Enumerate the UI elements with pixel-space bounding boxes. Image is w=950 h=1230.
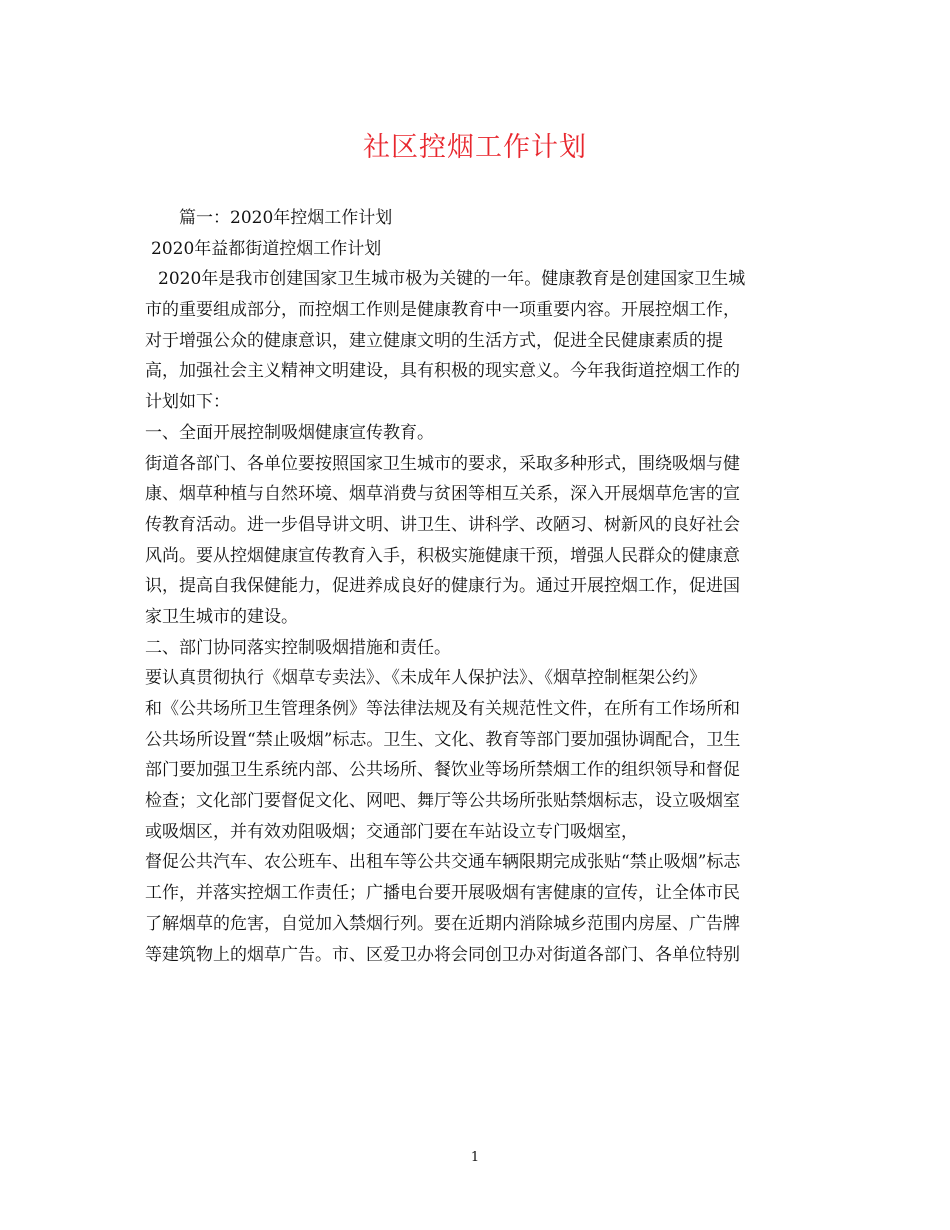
text-line: 要认真贯彻执行《烟草专卖法》、《未成年人保护法》、《烟草控制框架公约》 [145, 668, 706, 689]
text-line: 了解烟草的危害，自觉加入禁烟行列。要在近期内消除城乡范围内房屋、广告牌 [145, 913, 740, 934]
document-body [145, 203, 805, 970]
text-line-heading-1: 一、全面开展控制吸烟健康宣传教育。 [145, 422, 434, 443]
text-line: 或吸烟区，并有效劝阻吸烟；交通部门要在车站设立专门吸烟室， [145, 821, 638, 842]
text-line: 风尚。要从控烟健康宣传教育入手，积极实施健康干预，增强人民群众的健康意 [145, 545, 740, 566]
text-line: 2020年是我市创建国家卫生城市极为关键的一年。健康教育是创建国家卫生城 [158, 269, 746, 290]
text-line: 传教育活动。进一步倡导讲文明、讲卫生、讲科学、改陋习、树新风的良好社会 [145, 514, 740, 535]
text-line: 计划如下： [145, 392, 230, 413]
text-line: 检查；文化部门要督促文化、网吧、舞厅等公共场所张贴禁烟标志，设立吸烟室 [145, 791, 740, 812]
text-line: 市的重要组成部分，而控烟工作则是健康教育中一项重要内容。开展控烟工作， [145, 300, 740, 321]
text-line: 工作，并落实控烟工作责任；广播电台要开展吸烟有害健康的宣传，让全体市民 [145, 883, 740, 904]
text-line: 康、烟草种植与自然环境、烟草消费与贫困等相互关系，深入开展烟草危害的宣 [145, 484, 740, 505]
text-line-heading-2: 二、部门协同落实控制吸烟措施和责任。 [145, 637, 451, 658]
text-line: 督促公共汽车、农公班车、出租车等公共交通车辆限期完成张贴“禁止吸烟”标志 [145, 852, 741, 873]
page-number: 1 [470, 1150, 480, 1165]
text-line: 高，加强社会主义精神文明建设，具有积极的现实意义。今年我街道控烟工作的 [145, 361, 740, 382]
text-line-section-heading: 篇一：2020年控烟工作计划 [179, 208, 393, 228]
text-line-plan-title: 2020年益都街道控烟工作计划 [151, 238, 382, 259]
text-line: 识，提高自我保健能力，促进养成良好的健康行为。通过开展控烟工作，促进国 [145, 576, 740, 597]
document-title: 社区控烟工作计划 [363, 132, 587, 163]
text-line: 公共场所设置“禁止吸烟”标志。卫生、文化、教育等部门要加强协调配合，卫生 [145, 729, 741, 750]
text-line: 等建筑物上的烟草广告。市、区爱卫办将会同创卫办对街道各部门、各单位特别 [145, 944, 740, 965]
text-line: 对于增强公众的健康意识，建立健康文明的生活方式，促进全民健康素质的提 [145, 330, 723, 351]
text-line: 家卫生城市的建设。 [145, 606, 298, 627]
text-line: 和《公共场所卫生管理条例》等法律法规及有关规范性文件，在所有工作场所和 [145, 699, 740, 719]
text-line: 街道各部门、各单位要按照国家卫生城市的要求，采取多种形式，围绕吸烟与健 [145, 453, 740, 474]
text-line: 部门要加强卫生系统内部、公共场所、餐饮业等场所禁烟工作的组织领导和督促 [145, 760, 740, 781]
